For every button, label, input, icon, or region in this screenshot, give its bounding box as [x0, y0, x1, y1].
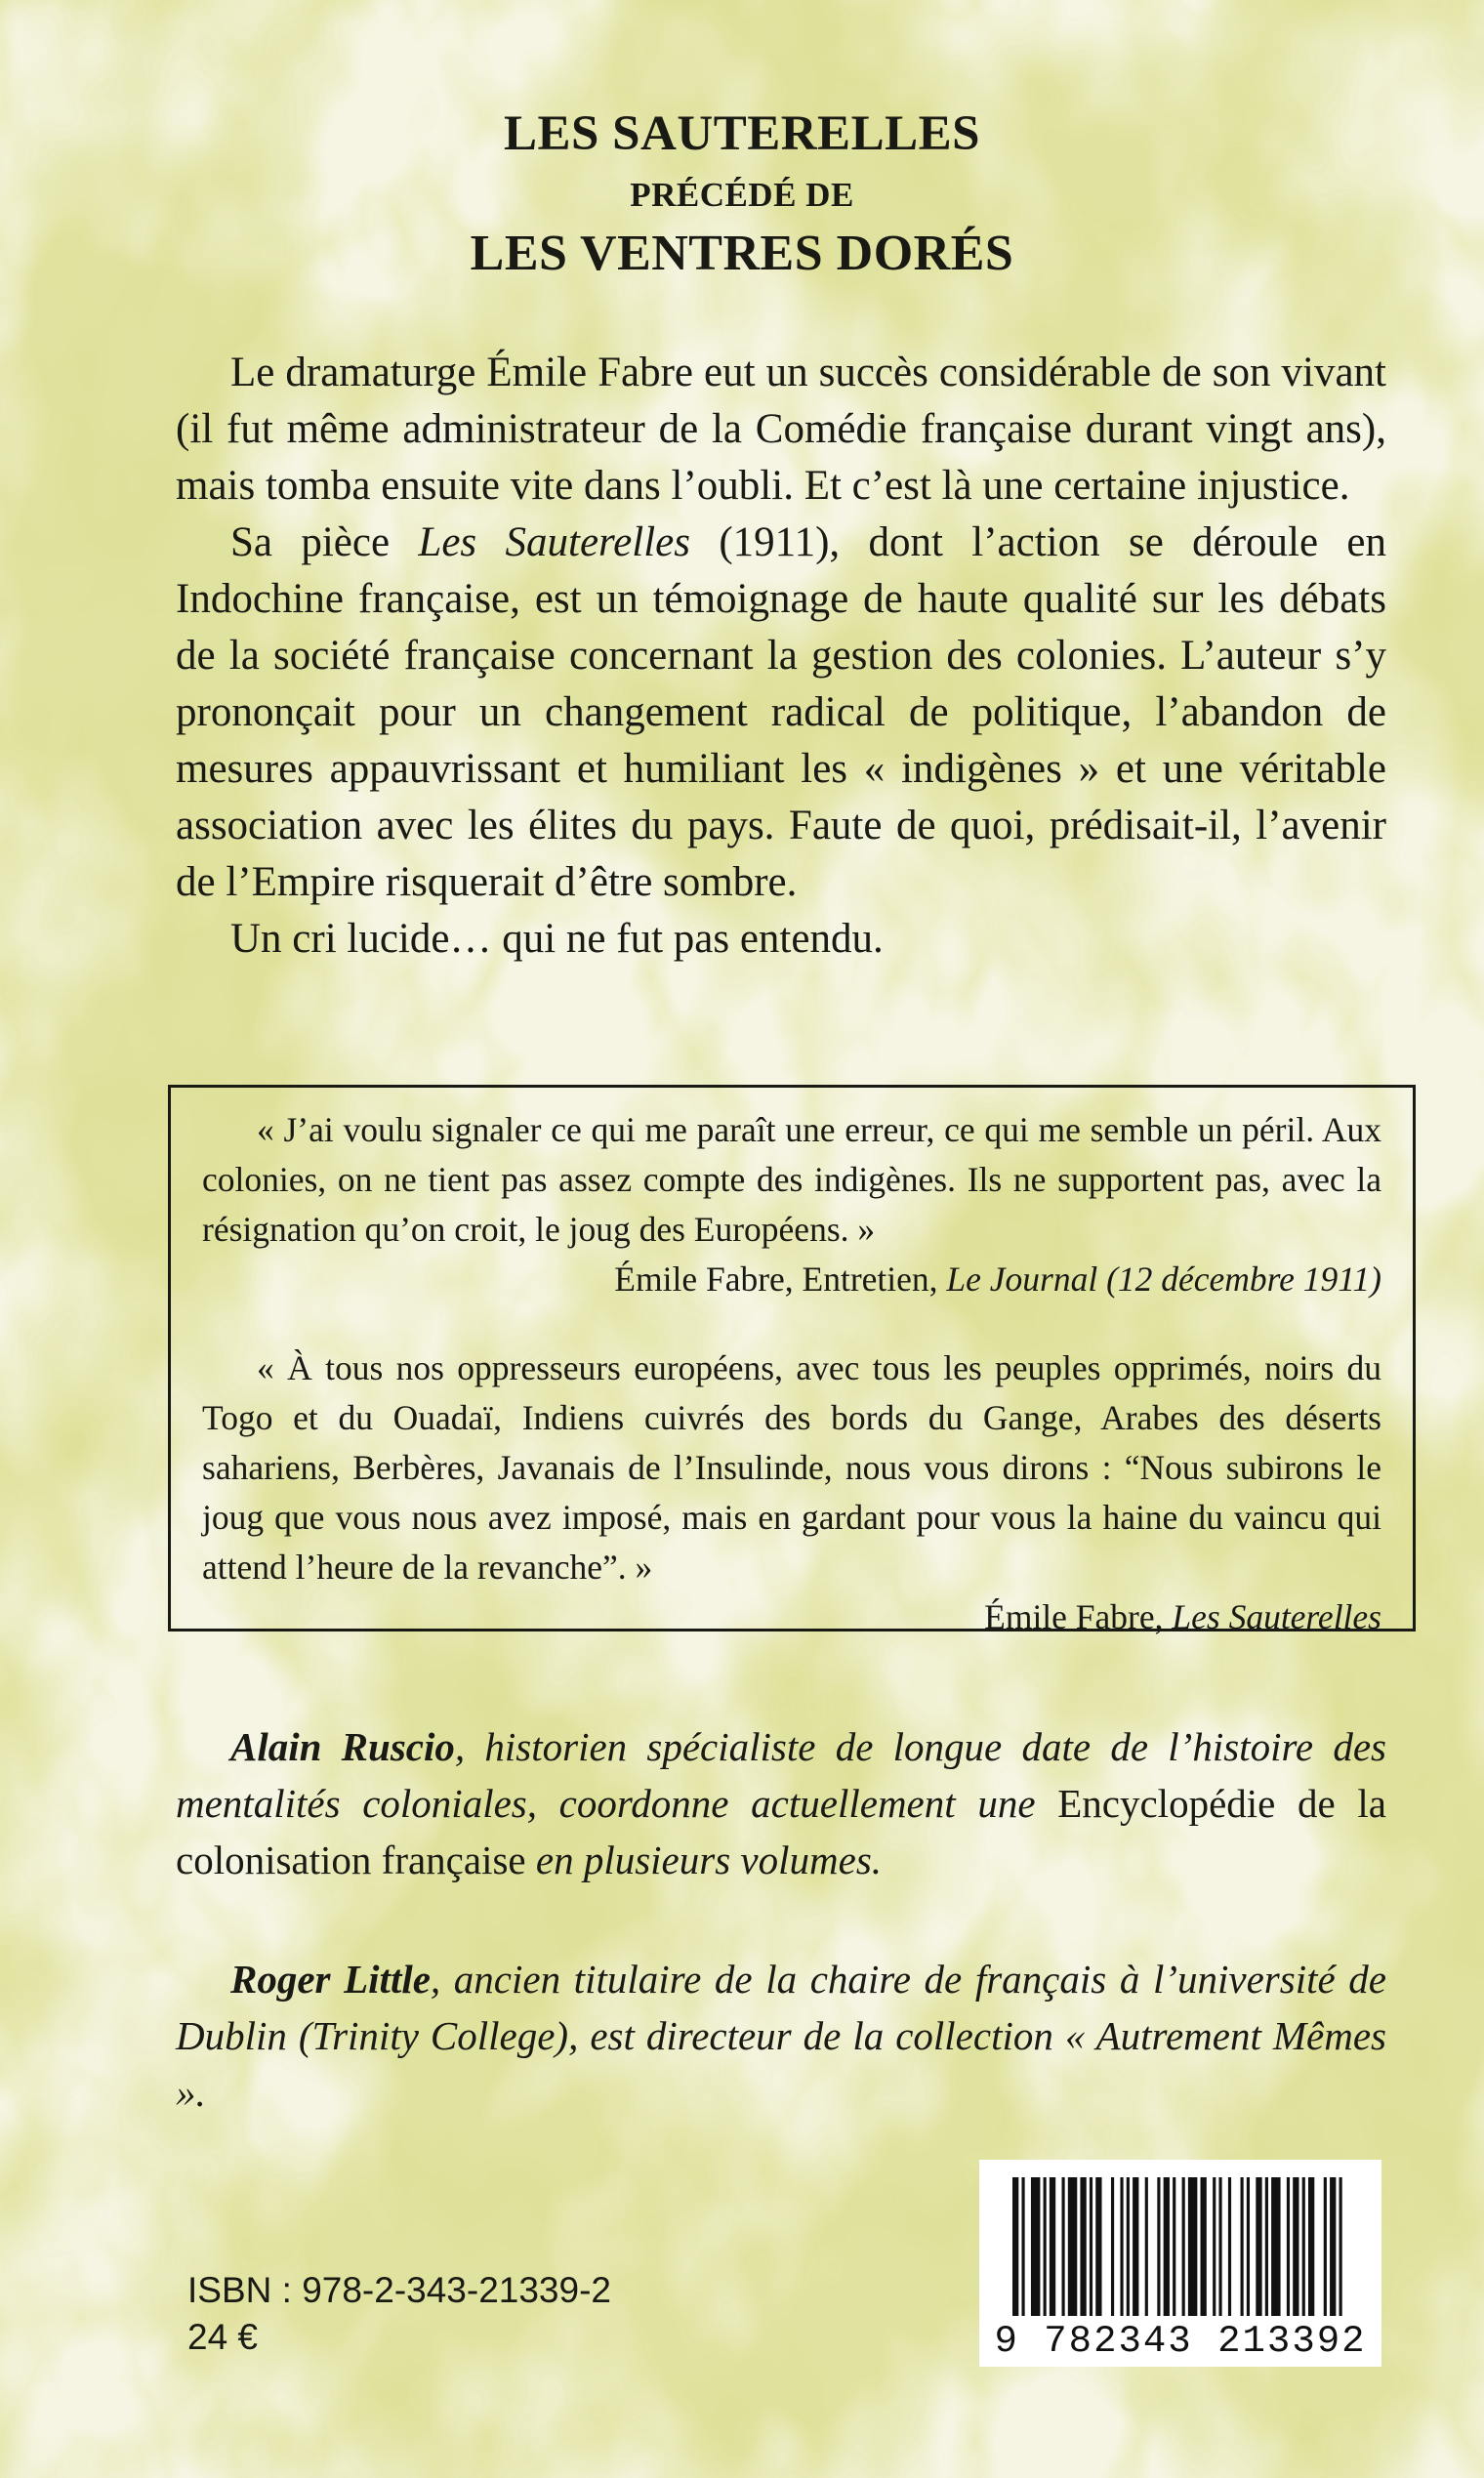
author-1-end: en plusieurs volumes.	[535, 1838, 883, 1882]
barcode-bar	[1080, 2177, 1086, 2316]
title-connector: PRÉCÉDÉ DE	[630, 176, 854, 214]
author-2-description: , ancien titulaire de la chaire de français à l’université de Dublin (Trinity College), est directeur de la collection « Autrement Mêmes ».	[176, 1957, 1386, 2115]
author-2-name: Roger Little	[230, 1957, 431, 2002]
barcode-bar	[1062, 2177, 1065, 2316]
barcode-bar	[1201, 2177, 1207, 2316]
isbn: ISBN : 978-2-343-21339-2	[187, 2270, 611, 2310]
barcode-bar	[1145, 2177, 1148, 2316]
author-1-name: Alain Ruscio	[230, 1724, 455, 1769]
quote-1-attribution	[202, 1255, 1381, 1304]
barcode-bar	[1293, 2177, 1298, 2316]
book-subtitle: LES VENTRES DORÉS	[470, 226, 1014, 281]
barcode-bar	[1173, 2177, 1175, 2316]
quote-spacer	[202, 1304, 1381, 1343]
barcode-bar	[1308, 2177, 1314, 2316]
barcode-bar	[1031, 2177, 1040, 2316]
author-bio-2	[176, 1951, 1386, 2121]
barcode-bar	[1044, 2177, 1047, 2316]
barcode-bar	[1090, 2177, 1092, 2316]
barcode-bar	[1330, 2177, 1336, 2316]
barcode-bar	[1111, 2177, 1114, 2316]
book-title: LES SAUTERELLES	[504, 106, 980, 161]
barcode-bar	[1228, 2177, 1231, 2316]
isbn-price	[187, 2267, 611, 2361]
quote-2: « À tous nos oppresseurs européens, avec tous les peuples opprimés, noirs du Togo et du Ouadaï, Indiens cuivrés des bords du Gange, Arabes des déserts sahariens, Berbères, Javanais de l’Insulinde, nous vous dirons : “Nous subirons le joug que vous nous avez imposé, mais en gardant pour vous la haine du vaincu qui attend l’heure de la revanche”. »	[202, 1348, 1381, 1587]
quote-2-attribution	[202, 1592, 1381, 1642]
author-bio-1	[176, 1718, 1386, 1888]
barcode-bar	[1256, 2177, 1261, 2316]
barcode-bar	[1213, 2177, 1216, 2316]
summary-p2-lead: Sa pièce	[230, 519, 391, 565]
barcode-bar	[1271, 2177, 1280, 2316]
barcode-bar	[1133, 2177, 1138, 2316]
barcode-digits: 9 782343 213392	[994, 2320, 1367, 2363]
barcode-bar	[1021, 2177, 1024, 2316]
summary	[176, 345, 1386, 968]
barcode-bar	[1120, 2177, 1123, 2316]
barcode-bar	[1164, 2177, 1170, 2316]
barcode-bar	[1182, 2177, 1185, 2316]
barcode-bar	[1218, 2177, 1221, 2316]
barcode-bar	[1265, 2177, 1268, 2316]
barcode-bar	[1287, 2177, 1290, 2316]
play-title: Les Sauterelles	[418, 519, 690, 565]
summary-paragraph-1: Le dramaturge Émile Fabre eut un succès considérable de son vivant (il fut même administrateur de la Comédie française durant vingt ans), mais tomba ensuite vite dans l’oubli. Et c’est là une certaine injustice.	[176, 350, 1386, 509]
barcode-bar	[1095, 2177, 1101, 2316]
quotes-box	[168, 1085, 1416, 1636]
barcode-bar	[1127, 2177, 1130, 2316]
author-1-work: Encyclopédie de la colonisation française	[176, 1781, 1387, 1882]
author-bio-1-text	[176, 1718, 1386, 1888]
barcode-bar	[1157, 2177, 1160, 2316]
price: 24 €	[187, 2317, 259, 2357]
barcode-bar	[1340, 2177, 1342, 2316]
author-bio-2-text	[176, 1951, 1386, 2121]
quote-2-source: Les Sauterelles	[1172, 1597, 1381, 1636]
quote-1-author: Émile Fabre, Entretien,	[614, 1260, 938, 1299]
barcode-bar	[1241, 2177, 1244, 2316]
barcode-bar	[1012, 2177, 1018, 2316]
summary-paragraph-2	[176, 515, 1386, 911]
quote-1-source: Le Journal (12 décembre 1911)	[946, 1260, 1381, 1299]
summary-paragraph-3: Un cri lucide… qui ne fut pas entendu.	[230, 916, 884, 962]
quote-2-author: Émile Fabre,	[984, 1597, 1164, 1636]
barcode-bar	[1302, 2177, 1305, 2316]
barcode-bars	[1012, 2177, 1348, 2316]
summary-p2-rest: (1911), dont l’action se déroule en Indochine française, est un témoignage de haute qualité sur les débats de la société française concernant la gestion des colonies. L’auteur s’y prononçait pour un changement radical de politique, l’abandon de mesures appauvrissant et humiliant les « indigènes » et une véritable association avec les élites du pays. Faute de quoi, prédisait-il, l’avenir de l’Empire risquerait d’être sombre.	[176, 519, 1387, 905]
barcode-bar	[1188, 2177, 1197, 2316]
barcode-bar	[1247, 2177, 1250, 2316]
barcode-bar	[1050, 2177, 1055, 2316]
barcode	[979, 2160, 1381, 2367]
quote-1: « J’ai voulu signaler ce qui me paraît une erreur, ce qui me semble un péril. Aux colonies, on ne tient pas assez compte des indigènes. Ils ne supportent pas, avec la résignation qu’on croit, le joug des Européens. »	[202, 1110, 1381, 1249]
author-1-description: , historien spécialiste de longue date de l’histoire des mentalités coloniales, coordonne actuellement une	[176, 1724, 1386, 1826]
barcode-bar	[1324, 2177, 1327, 2316]
barcode-bar	[1068, 2177, 1077, 2316]
